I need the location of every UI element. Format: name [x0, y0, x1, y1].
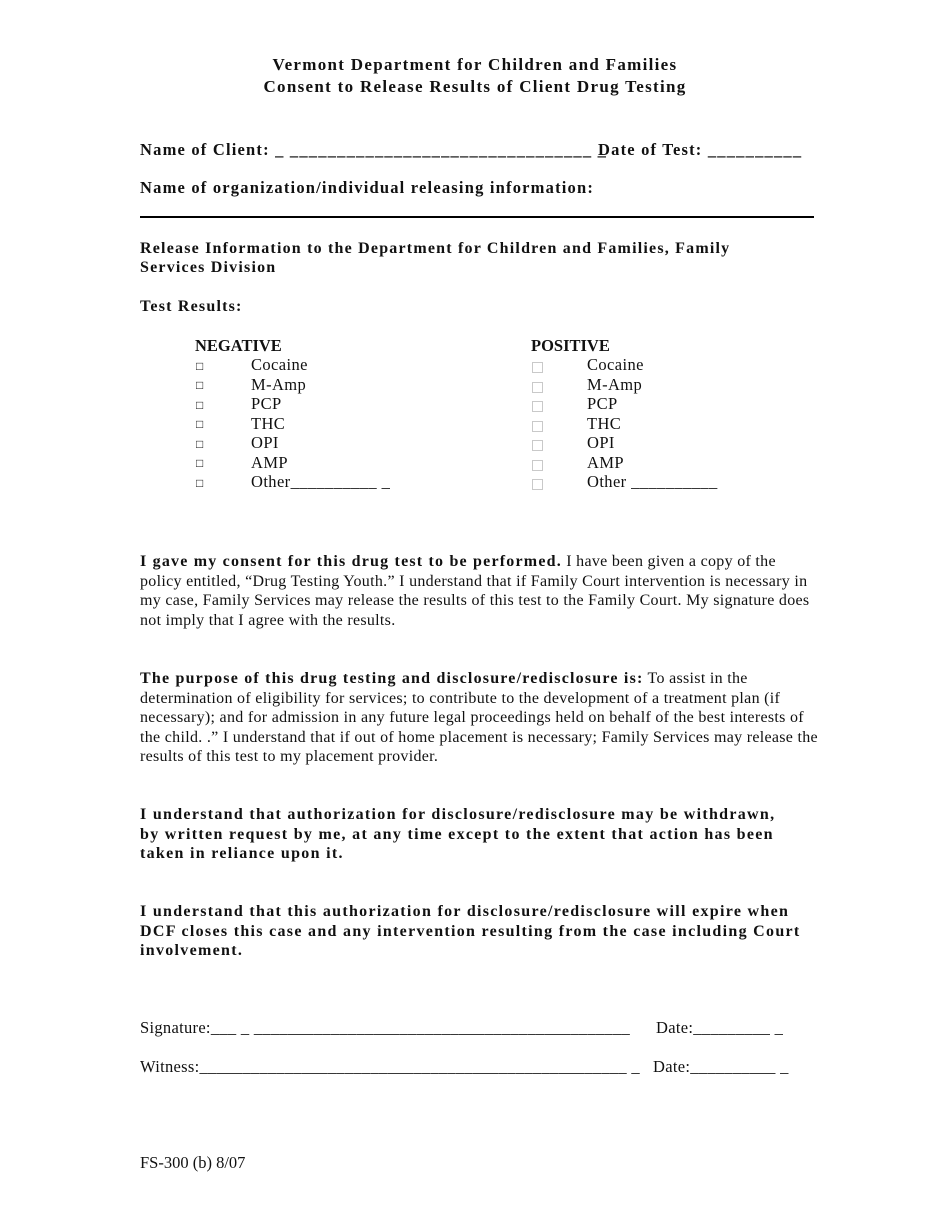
negative-amp-label: AMP — [251, 453, 288, 472]
document-title-line2: Consent to Release Results of Client Drug Testing — [263, 77, 687, 96]
test-results-label: Test Results: — [140, 298, 243, 315]
positive-pcp-checkbox[interactable] — [532, 401, 543, 412]
negative-thc-label: THC — [251, 414, 286, 433]
positive-thc-label: THC — [587, 414, 622, 433]
positive-mamp-label: M-Amp — [587, 375, 643, 394]
positive-mamp-checkbox[interactable] — [532, 382, 543, 393]
purpose-lead: The purpose of this drug testing and disclosure/redisclosure is: — [140, 670, 644, 687]
positive-cocaine-checkbox[interactable] — [532, 362, 543, 373]
positive-opi-checkbox[interactable] — [532, 440, 543, 451]
signature-field[interactable]: Signature:___ _ ____________________________________________ — [140, 1018, 631, 1037]
divider-line — [140, 216, 814, 218]
release-heading-line2: Services Division — [140, 259, 277, 276]
witness-field[interactable]: Witness:__________________________________________________ _ — [140, 1057, 640, 1076]
expire-paragraph: I understand that this authorization for disclosure/redisclosure will expire when DCF closes this case and any intervention resulting from the case including Court involvement. — [140, 903, 801, 959]
positive-amp-checkbox[interactable] — [532, 460, 543, 471]
organization-field-label: Name of organization/individual releasing information: — [140, 178, 595, 197]
negative-pcp-checkbox[interactable]: □ — [196, 398, 204, 412]
witness-date-field[interactable]: Date:__________ _ — [653, 1057, 789, 1076]
negative-amp-checkbox[interactable]: □ — [196, 456, 204, 470]
purpose-body: To assist in the determination of eligibility for services; to contribute to the development of a treatment plan (if necessary); and for admission in any future legal proceedings held on behalf of the best interests of the child. .” I understand that if out of home placement is necessary; Family Services may release the results of this test to my placement provider. — [140, 670, 818, 765]
client-name-field[interactable]: Name of Client: _ ________________________________ _ — [140, 140, 608, 159]
negative-cocaine-label: Cocaine — [251, 355, 308, 374]
release-heading-line1: Release Information to the Department for Children and Families, Family — [140, 240, 731, 257]
negative-opi-checkbox[interactable]: □ — [196, 437, 204, 451]
positive-cocaine-label: Cocaine — [587, 355, 644, 374]
negative-other-label[interactable]: Other__________ _ — [251, 472, 391, 491]
positive-heading: POSITIVE — [531, 336, 610, 355]
consent-lead: I gave my consent for this drug test to be performed. — [140, 553, 562, 570]
negative-other-checkbox[interactable]: □ — [196, 476, 204, 490]
positive-thc-checkbox[interactable] — [532, 421, 543, 432]
negative-heading: NEGATIVE — [195, 336, 282, 355]
purpose-paragraph — [140, 669, 820, 767]
date-of-test-field[interactable]: Date of Test: __________ — [598, 140, 803, 159]
positive-other-label[interactable]: Other __________ — [587, 472, 718, 491]
negative-cocaine-checkbox[interactable]: □ — [196, 359, 204, 373]
negative-pcp-label: PCP — [251, 394, 282, 413]
consent-body: I have been given a copy of the policy entitled, “Drug Testing Youth.” I understand that if Family Court intervention is necessary in my case, Family Services may release the results of this test to the Family Court. My signature does not imply that I agree with the results. — [140, 553, 810, 629]
negative-mamp-checkbox[interactable]: □ — [196, 378, 204, 392]
form-number-footer: FS-300 (b) 8/07 — [140, 1153, 246, 1172]
positive-pcp-label: PCP — [587, 394, 618, 413]
document-title-line1: Vermont Department for Children and Families — [272, 55, 678, 74]
positive-opi-label: OPI — [587, 433, 615, 452]
positive-amp-label: AMP — [587, 453, 624, 472]
signature-date-field[interactable]: Date:_________ _ — [656, 1018, 784, 1037]
negative-thc-checkbox[interactable]: □ — [196, 417, 204, 431]
negative-mamp-label: M-Amp — [251, 375, 307, 394]
negative-opi-label: OPI — [251, 433, 279, 452]
positive-other-checkbox[interactable] — [532, 479, 543, 490]
withdraw-paragraph: I understand that authorization for disclosure/redisclosure may be withdrawn, by written request by me, at any time except to the extent that action has been taken in reliance upon it. — [140, 806, 776, 862]
consent-paragraph — [140, 552, 820, 630]
